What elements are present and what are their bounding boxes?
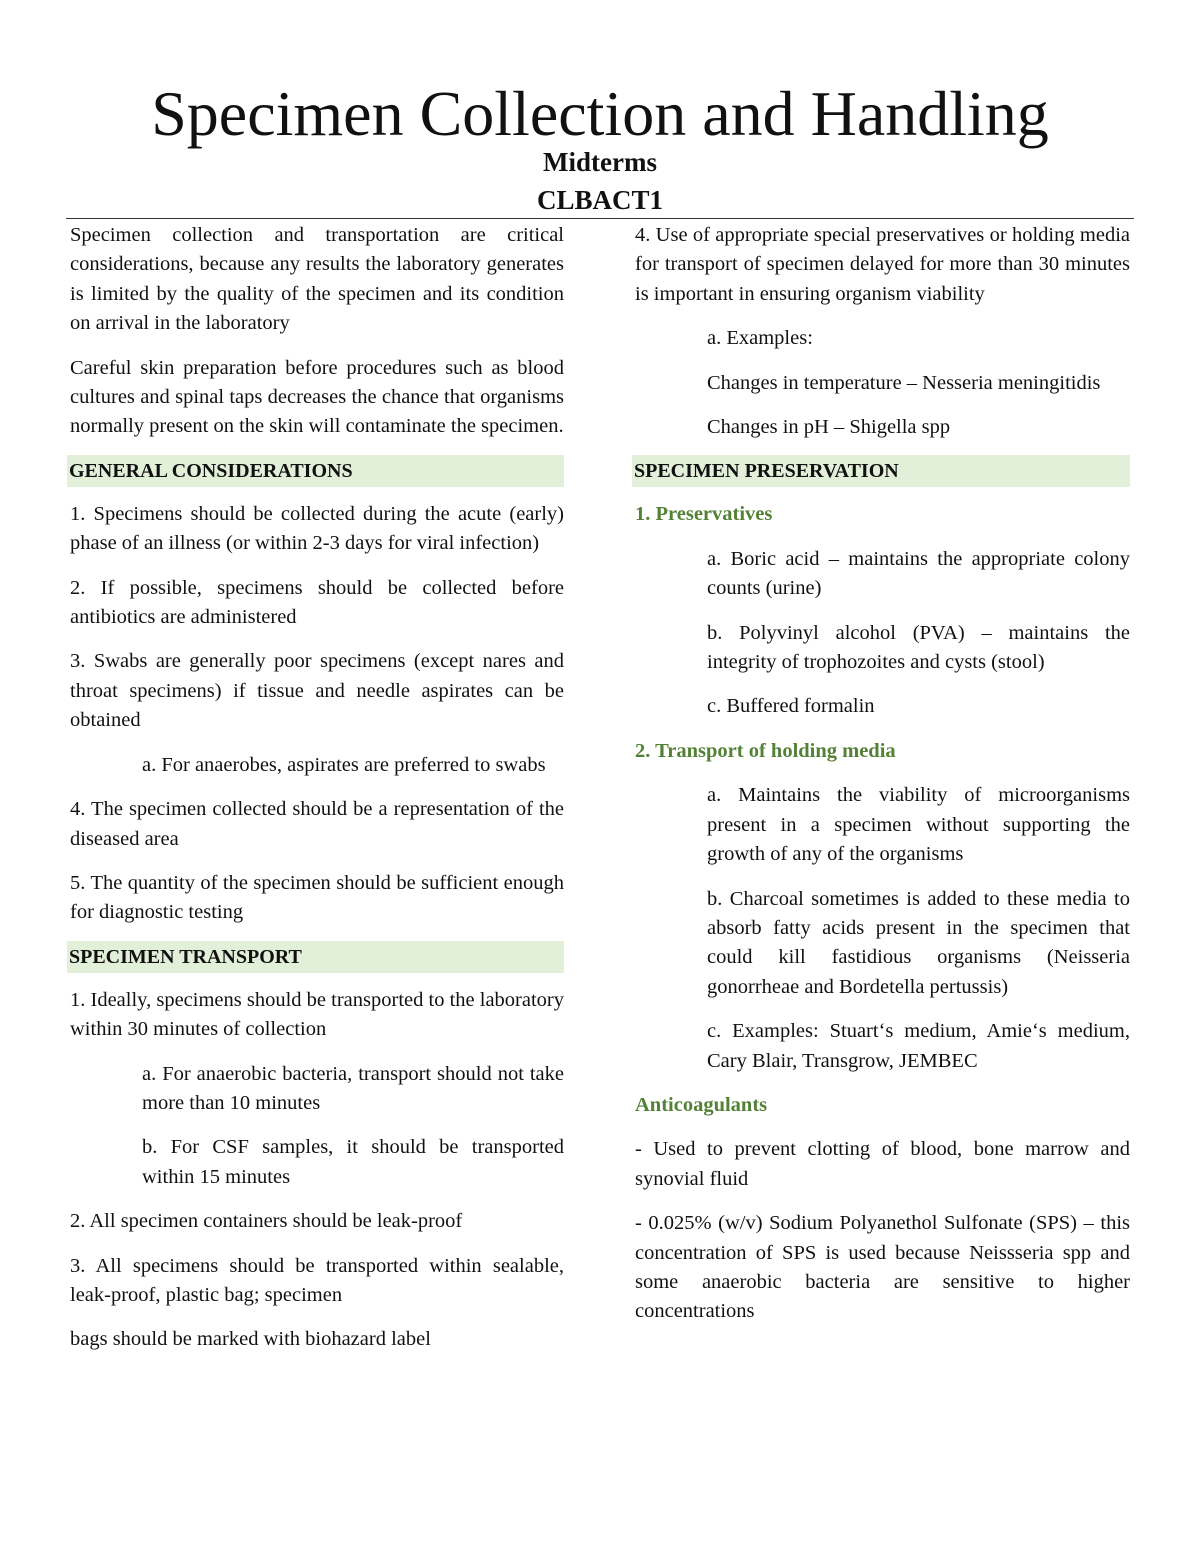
right-column xyxy=(635,221,1130,1327)
intro-paragraph: Careful skin preparation before procedures such as blood cultures and spinal taps decreases the chance that organisms normally present on the skin will contaminate the specimen. xyxy=(70,356,564,438)
sub-list-item: c. Buffered formalin xyxy=(707,695,875,718)
sub-list-item: b. Polyvinyl alcohol (PVA) – maintains the integrity of trophozoites and cysts (stool) xyxy=(707,621,1130,674)
sub-list-item: a. For anaerobic bacteria, transport should not take more than 10 minutes xyxy=(142,1062,564,1114)
sub-list-item: a. Maintains the viability of microorganisms present in a specimen without supporting the growth of any of the organisms xyxy=(707,784,1130,866)
sub-list-item: a. For anaerobes, aspirates are preferred to swabs xyxy=(142,753,546,776)
list-item: 4. Use of appropriate special preservatives or holding media for transport of specimen delayed for more than 30 minutes is important in ensuring organism viability xyxy=(635,224,1130,305)
sub-list-item: c. Examples: Stuart‘s medium, Amie‘s medium, Cary Blair, Transgrow, JEMBEC xyxy=(707,1020,1130,1072)
list-item: 5. The quantity of the specimen should be sufficient enough for diagnostic testing xyxy=(70,871,564,924)
list-item: - 0.025% (w/v) Sodium Polyanethol Sulfonate (SPS) – this concentration of SPS is used because Neissseria spp and some anaerobic bacteria are sensitive to higher concentrations xyxy=(635,1212,1130,1323)
list-item-continuation: bags should be marked with biohazard label xyxy=(70,1328,431,1351)
list-item: 1. Ideally, specimens should be transported to the laboratory within 30 minutes of collection xyxy=(70,988,564,1041)
sub-list-item: a. Examples: xyxy=(707,327,813,350)
course-code: CLBACT1 xyxy=(536,185,664,215)
section-heading-transport: SPECIMEN TRANSPORT xyxy=(67,941,564,973)
subheading-preservatives: 1. Preservatives xyxy=(635,503,773,526)
subheading-transport-media: 2. Transport of holding media xyxy=(635,739,896,762)
list-item: 4. The specimen collected should be a representation of the diseased area xyxy=(70,798,564,850)
sub-list-item: a. Boric acid – maintains the appropriate colony counts (urine) xyxy=(707,547,1130,600)
subtitle: Midterms xyxy=(543,147,657,177)
example-item: Changes in temperature – Nesseria meningitidis xyxy=(707,371,1101,394)
section-heading-general: GENERAL CONSIDERATIONS xyxy=(67,455,564,487)
left-column xyxy=(70,221,564,1355)
list-item: 1. Specimens should be collected during the acute (early) phase of an illness (or within 2-3 days for viral infection) xyxy=(70,502,564,555)
section-heading-preservation: SPECIMEN PRESERVATION xyxy=(632,455,1130,487)
list-item: 3. Swabs are generally poor specimens (except nares and throat specimens) if tissue and needle aspirates can be obtained xyxy=(70,650,564,732)
list-item: 3. All specimens should be transported within sealable, leak-proof, plastic bag; specimen xyxy=(70,1254,564,1306)
list-item: 2. If possible, specimens should be collected before antibiotics are administered xyxy=(70,576,564,629)
header-divider xyxy=(66,218,1134,219)
sub-list-item: b. Charcoal sometimes is added to these media to absorb fatty acids present in the specimen that could kill fastidious organisms (Neisseria gonorrheae and Bordetella pertussis) xyxy=(707,887,1130,998)
list-item: 2. All specimen containers should be leak-proof xyxy=(70,1210,463,1233)
page-title: Specimen Collection and Handling xyxy=(151,78,1049,149)
list-item: - Used to prevent clotting of blood, bone marrow and synovial fluid xyxy=(635,1138,1130,1190)
example-item: Changes in pH – Shigella spp xyxy=(707,416,951,439)
sub-list-item: b. For CSF samples, it should be transported within 15 minutes xyxy=(142,1136,564,1188)
subheading-anticoagulants: Anticoagulants xyxy=(635,1093,768,1116)
intro-paragraph: Specimen collection and transportation are critical considerations, because any results the laboratory generates is limited by the quality of the specimen and its condition on arrival in the laboratory xyxy=(70,224,564,335)
